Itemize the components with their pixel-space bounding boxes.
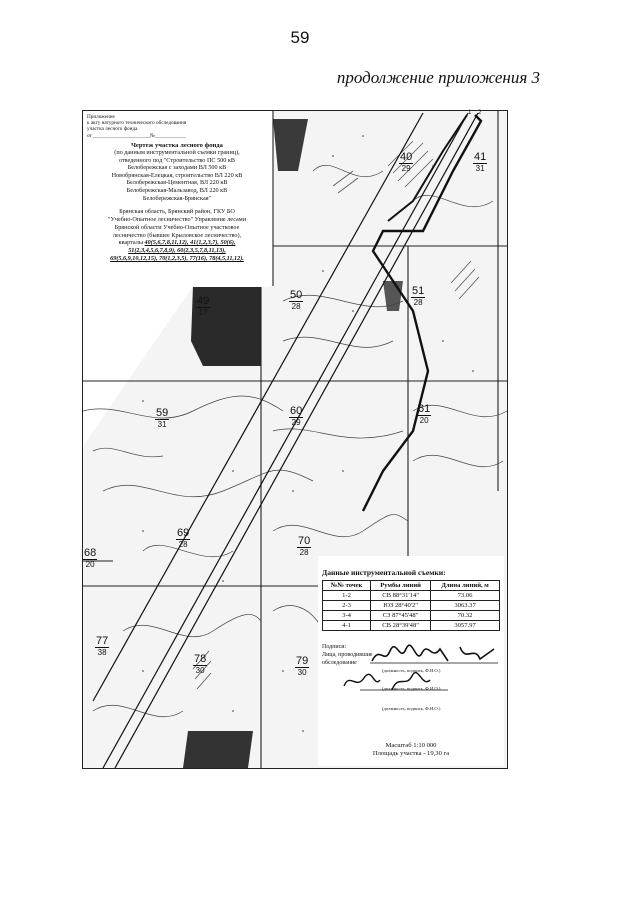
signatures-block: Подписи: Лица, проводившие обследование (должность, подпись, Ф.И.О.) (должность, подпись, Ф.И.О.) (должность, подпись, Ф.И.О.) <box>322 644 441 711</box>
quarter-label: 61 20 <box>418 403 431 425</box>
appendix-note: продолжение приложения 3 <box>336 68 540 87</box>
quarter-label: 78 30 <box>194 653 207 675</box>
table-header: Длина линий, м <box>431 581 500 591</box>
quarter-label: 50 28 <box>290 289 303 311</box>
quarter-label: 70 28 <box>298 535 311 557</box>
attachment-line: участка лесного фонда <box>87 126 138 133</box>
quarter-label: 69 28 <box>177 527 190 549</box>
drawing-description: (по данным инструментальной съемки границ), отведенного под "Строительство ПС 500 кВ Белобережская с заходами ВЛ 500 кВ Новобрянская-Елецкая, строительство ВЛ 220 кВ Белобережская-Цементная, ВЛ 220 кВ Белобережская-Мальзавод, ВЛ 220 кВ Белобережская-Брянская" <box>111 149 243 202</box>
table-row: 2-3 ЮЗ 28°40'2" 3063.37 <box>323 601 500 611</box>
quarter-label: 49 17 <box>197 295 210 317</box>
point-label: 2 <box>478 110 482 116</box>
attachment-line: от ______________________№____________ <box>87 132 187 139</box>
quarter-label: 68 20 <box>84 547 97 569</box>
plot-area: Площадь участка - 19,30 га <box>372 750 450 757</box>
attachment-line: к акту натурного технического обследования <box>87 120 187 127</box>
point-label: 1 <box>468 110 472 116</box>
map-scale: Масштаб 1:10 000 <box>385 742 437 749</box>
table-header: №№ точек <box>323 581 371 591</box>
quarter-label: 51 28 <box>412 285 425 307</box>
quarter-label: 79 30 <box>296 655 309 677</box>
survey-title: Данные инструментальной съемки: <box>322 568 446 577</box>
table-header: Румбы линий <box>371 581 431 591</box>
quarter-label: 41 31 <box>474 151 487 173</box>
attachment-block <box>84 112 270 287</box>
scale-block <box>318 742 504 758</box>
quarter-label: 60 29 <box>290 405 303 427</box>
dark-patch <box>273 119 308 171</box>
table-row: 3-4 СЗ 87°45'48" 70.32 <box>323 611 500 621</box>
survey-table <box>322 580 500 631</box>
dark-patch <box>183 731 253 768</box>
signature-1 <box>370 643 500 667</box>
attachment-line: Приложение <box>87 114 115 120</box>
quarter-label: 77 38 <box>96 635 109 657</box>
location-description: Брянская область, Брянский район, ГКУ БО "Учебно-Опытное лесничество" Управление лесами Брянской области Учебно-Опытное участковое лесничество (бывшее Крыловское лесничество), кварталы 40(5,6,7,8,11,12), 41(1,2,3,7), 50(6), 51(2,3,4,5,6,7,8,9), 60(2,3,5,7,8,11,13), 69(5,6,9,10,12,15), 70(1,2,3,5), 77(16), 78(4,5,11,12). <box>107 208 247 262</box>
table-row: 1-2 СВ 88°31'14" 73.06 <box>323 591 500 601</box>
signature-2 <box>340 670 450 694</box>
page-number: 59 <box>290 28 310 47</box>
allotment-boundary <box>363 115 481 511</box>
drawing-title: Чертеж участка лесного фонда <box>131 141 223 149</box>
quarter-label: 40 29 <box>400 151 413 173</box>
table-row: 4-1 СВ 28°39'48" 3057.97 <box>323 621 500 631</box>
quarter-label: 59 31 <box>156 407 169 429</box>
